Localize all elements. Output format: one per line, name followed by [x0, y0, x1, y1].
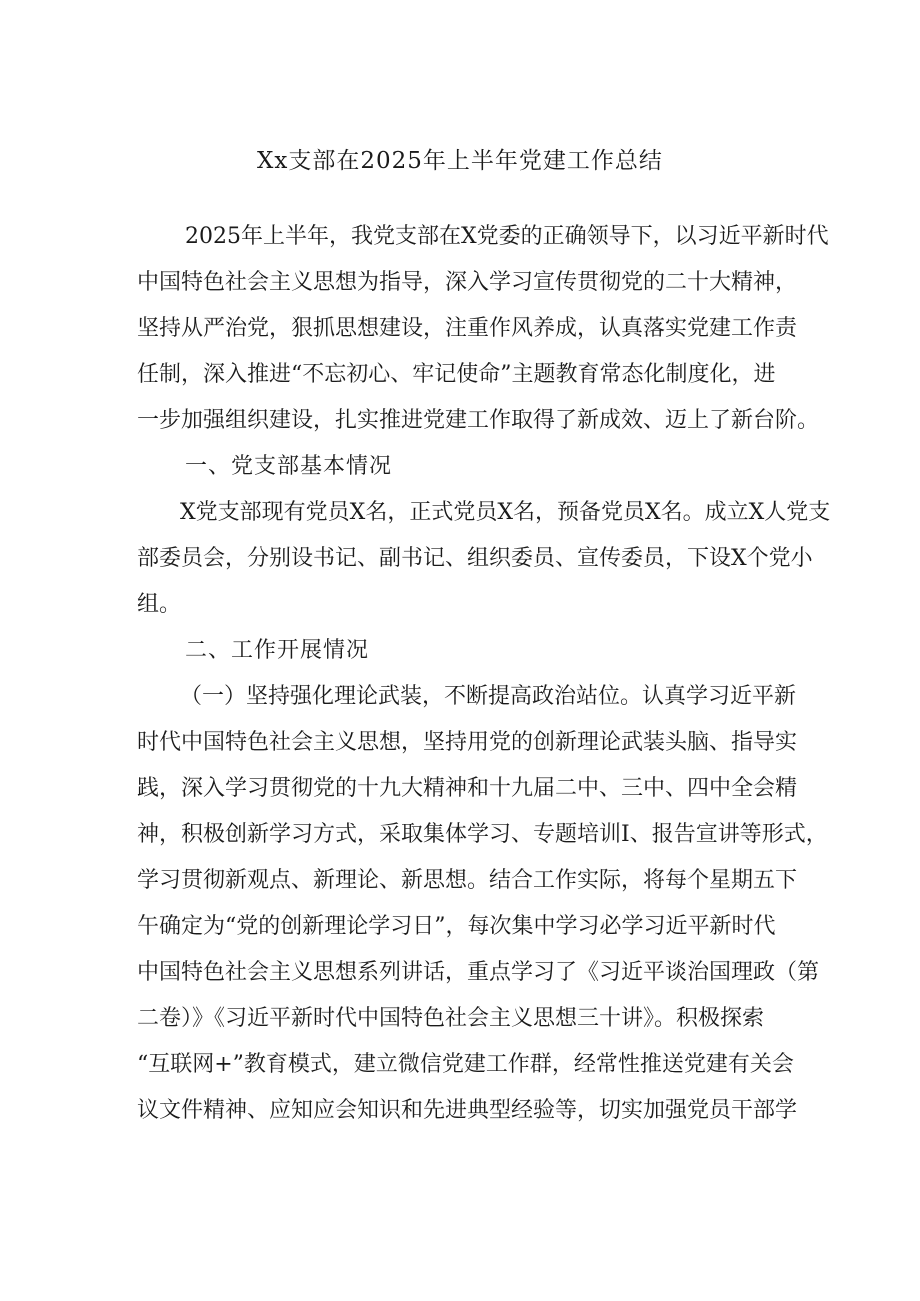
paragraph-line: （一）坚持强化理论武装，不断提高政治站位。认真学习近平新 — [180, 684, 797, 709]
paragraph-line: 时代中国特色社会主义思想，坚持用党的创新理论武装头脑、指导实 — [137, 730, 798, 755]
paragraph-line: X党支部现有党员X名，正式党员X名，预备党员X名。成立X人党支 — [180, 500, 831, 525]
paragraph-line: 学习贯彻新观点、新理论、新思想。结合工作实际，将每个星期五下 — [137, 868, 798, 893]
paragraph-line: 部委员会，分别设书记、副书记、组织委员、宣传委员，下设X个党小 — [137, 546, 813, 571]
paragraph-line: 神，积极创新学习方式，采取集体学习、专题培训I、报告宣讲等形式， — [137, 822, 828, 847]
section-heading: 二、工作开展情况 — [185, 638, 370, 663]
paragraph-line: 一步加强组织建设，扎实推进党建工作取得了新成效、迈上了新台阶。 — [137, 408, 820, 433]
paragraph-line: “互联网+”教育模式，建立微信党建工作群，经常性推送党建有关会 — [137, 1052, 794, 1077]
document-title: Xx支部在2025年上半年党建工作总结 — [257, 148, 663, 174]
paragraph-line: 组。 — [137, 592, 182, 617]
paragraph-line: 中国特色社会主义思想为指导，深入学习宣传贯彻党的二十大精神， — [137, 270, 798, 295]
paragraph-line: 二卷）》《习近平新时代中国特色社会主义思想三十讲》。积极探索 — [137, 1006, 765, 1031]
paragraph-line: 午确定为“党的创新理论学习日”，每次集中学习必学习近平新时代 — [137, 914, 776, 939]
section-heading: 一、党支部基本情况 — [185, 454, 393, 479]
paragraph-line: 践，深入学习贯彻党的十九大精神和十九届二中、三中、四中全会精 — [137, 776, 798, 801]
paragraph-line: 中国特色社会主义思想系列讲话，重点学习了《习近平谈治国理政（第 — [137, 960, 820, 985]
paragraph-line: 2025年上半年，我党支部在X党委的正确领导下，以习近平新时代 — [185, 224, 829, 249]
paragraph-line: 议文件精神、应知应会知识和先进典型经验等，切实加强党员干部学 — [137, 1098, 798, 1123]
paragraph-line: 任制，深入推进“不忘初心、牢记使命”主题教育常态化制度化，进 — [137, 362, 776, 387]
paragraph-line: 坚持从严治党，狠抓思想建设，注重作风养成，认真落实党建工作责 — [137, 316, 798, 341]
